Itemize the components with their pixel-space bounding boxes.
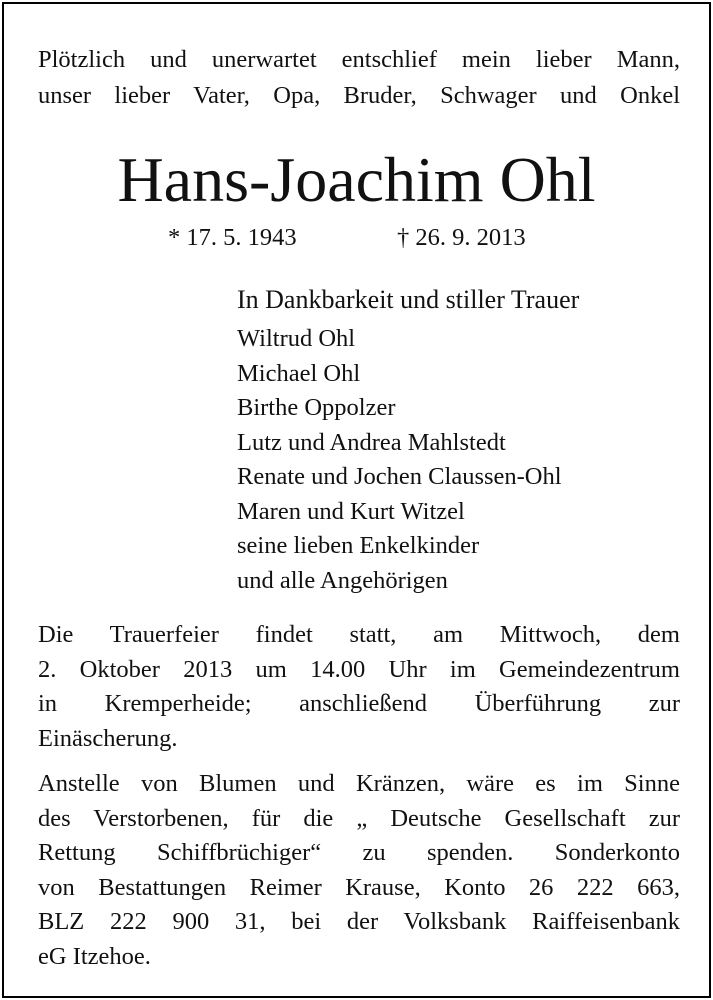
mourner-name: und alle Angehörigen [237,566,448,594]
mourner-name: Wiltrud Ohl [237,325,356,352]
mourners-list [237,322,562,598]
donation-line: von Bestattungen Reimer Krause, Konto 26 222 663, [38,873,680,901]
donation-line: Anstelle von Blumen und Kränzen, wäre es im Sinne [38,770,680,797]
donation-line: des Verstorbenen, für die „ Deutsche Gesellschaft zur [38,804,680,832]
mourner-name: Michael Ohl [237,359,361,387]
ceremony-line: 2. Oktober 2013 um 14.00 Uhr im Gemeindezentrum [38,655,680,683]
ceremony-line: Die Trauerfeier findet statt, am Mittwoch, dem [38,621,680,648]
mourner-name: Birthe Oppolzer [237,394,396,421]
birth-date: * 17. 5. 1943 [168,224,297,251]
intro-text [38,42,680,114]
death-date: † 26. 9. 2013 [397,224,526,251]
donation-line: Rettung Schiffbrüchiger“ zu spenden. Sonderkonto [38,839,680,866]
mourner-name: Renate und Jochen Claussen-Ohl [237,463,562,490]
mourner-name: Lutz und Andrea Mahlstedt [237,428,506,456]
intro-line: unser lieber Vater, Opa, Bruder, Schwager und Onkel [38,82,680,109]
ceremony-line: in Kremperheide; anschließend Überführung zur [38,690,680,717]
donation-line: BLZ 222 900 31, bei der Volksbank Raiffeisenbank [38,908,680,935]
donation-paragraph [38,767,680,974]
mourner-name: seine lieben Enkelkinder [237,532,480,559]
ceremony-paragraph [38,618,680,756]
mourning-heading: In Dankbarkeit und stiller Trauer [237,285,580,314]
intro-line: Plötzlich und unerwartet entschlief mein lieber Mann, [38,46,680,73]
deceased-name: Hans-Joachim Ohl [117,144,596,215]
ceremony-line: Einäscherung. [38,724,178,752]
donation-line: eG Itzehoe. [38,942,151,970]
mourner-name: Maren und Kurt Witzel [237,497,465,525]
obituary-notice [2,2,711,998]
